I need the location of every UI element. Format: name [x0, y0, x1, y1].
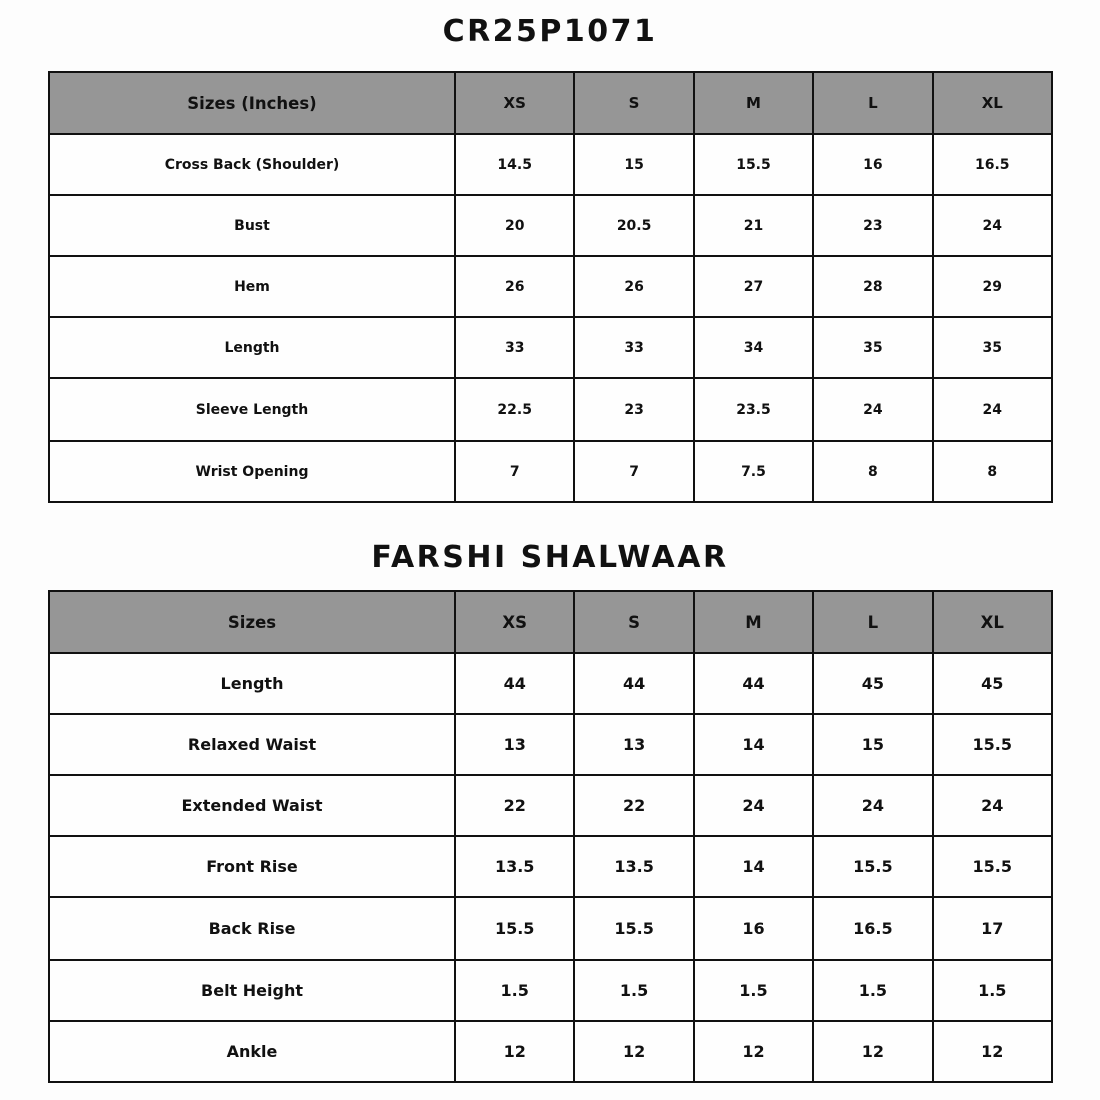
cell-value: 15.5 [694, 134, 813, 195]
cell-value: 23 [813, 195, 932, 256]
cell-value: 24 [933, 195, 1052, 256]
cell-value: 15 [574, 134, 693, 195]
top-size-chart-table [48, 71, 1053, 503]
row-label: Sleeve Length [49, 378, 455, 441]
cell-value: 24 [813, 378, 932, 441]
cell-value: 20.5 [574, 195, 693, 256]
cell-value: 7.5 [694, 441, 813, 502]
row-label: Relaxed Waist [49, 714, 455, 775]
cell-value: 15.5 [933, 714, 1052, 775]
cell-value: 16.5 [933, 134, 1052, 195]
cell-value: 33 [455, 317, 574, 378]
row-label: Hem [49, 256, 455, 317]
cell-value: 20 [455, 195, 574, 256]
table-row [49, 1021, 1052, 1082]
cell-value: 45 [813, 653, 932, 714]
cell-value: 21 [694, 195, 813, 256]
cell-value: 28 [813, 256, 932, 317]
cell-value: 15.5 [933, 836, 1052, 897]
cell-value: 12 [455, 1021, 574, 1082]
cell-value: 13.5 [574, 836, 693, 897]
header-size-xl: XL [933, 591, 1052, 653]
cell-value: 13 [455, 714, 574, 775]
header-size-s: S [574, 591, 693, 653]
cell-value: 12 [813, 1021, 932, 1082]
cell-value: 8 [813, 441, 932, 502]
row-label: Ankle [49, 1021, 455, 1082]
row-label: Length [49, 317, 455, 378]
cell-value: 14 [694, 714, 813, 775]
cell-value: 22 [455, 775, 574, 836]
bottom-section-title: FARSHI SHALWAAR [371, 540, 729, 575]
header-size-xs: XS [455, 72, 574, 134]
cell-value: 26 [574, 256, 693, 317]
top-section-title: CR25P1071 [442, 14, 658, 49]
table-row [49, 256, 1052, 317]
cell-value: 1.5 [813, 960, 932, 1021]
row-label: Wrist Opening [49, 441, 455, 502]
row-label: Bust [49, 195, 455, 256]
header-size-xl: XL [933, 72, 1052, 134]
cell-value: 22 [574, 775, 693, 836]
row-label: Extended Waist [49, 775, 455, 836]
cell-value: 13 [574, 714, 693, 775]
cell-value: 14 [694, 836, 813, 897]
cell-value: 8 [933, 441, 1052, 502]
cell-value: 17 [933, 897, 1052, 960]
cell-value: 1.5 [933, 960, 1052, 1021]
cell-value: 14.5 [455, 134, 574, 195]
cell-value: 7 [574, 441, 693, 502]
cell-value: 45 [933, 653, 1052, 714]
table-row [49, 775, 1052, 836]
table-row [49, 134, 1052, 195]
table-row [49, 441, 1052, 502]
cell-value: 44 [455, 653, 574, 714]
header-label-cell: Sizes (Inches) [49, 72, 455, 134]
table-header-row [49, 72, 1052, 134]
header-size-l: L [813, 591, 932, 653]
row-label: Cross Back (Shoulder) [49, 134, 455, 195]
cell-value: 27 [694, 256, 813, 317]
cell-value: 15.5 [574, 897, 693, 960]
shalwaar-size-chart-table [48, 590, 1053, 1083]
cell-value: 23.5 [694, 378, 813, 441]
row-label: Back Rise [49, 897, 455, 960]
table-row [49, 714, 1052, 775]
row-label: Length [49, 653, 455, 714]
table-row [49, 836, 1052, 897]
header-size-s: S [574, 72, 693, 134]
table-row [49, 195, 1052, 256]
cell-value: 23 [574, 378, 693, 441]
cell-value: 16.5 [813, 897, 932, 960]
cell-value: 16 [813, 134, 932, 195]
table-row [49, 317, 1052, 378]
row-label: Belt Height [49, 960, 455, 1021]
table-row [49, 960, 1052, 1021]
table-header-row [49, 591, 1052, 653]
cell-value: 24 [694, 775, 813, 836]
cell-value: 22.5 [455, 378, 574, 441]
cell-value: 15 [813, 714, 932, 775]
cell-value: 1.5 [455, 960, 574, 1021]
cell-value: 1.5 [694, 960, 813, 1021]
cell-value: 12 [694, 1021, 813, 1082]
cell-value: 44 [574, 653, 693, 714]
header-size-m: M [694, 591, 813, 653]
cell-value: 24 [933, 378, 1052, 441]
cell-value: 15.5 [813, 836, 932, 897]
cell-value: 7 [455, 441, 574, 502]
table-row [49, 653, 1052, 714]
cell-value: 24 [813, 775, 932, 836]
header-size-l: L [813, 72, 932, 134]
cell-value: 35 [813, 317, 932, 378]
header-size-xs: XS [455, 591, 574, 653]
header-label-cell: Sizes [49, 591, 455, 653]
cell-value: 12 [574, 1021, 693, 1082]
cell-value: 44 [694, 653, 813, 714]
cell-value: 24 [933, 775, 1052, 836]
cell-value: 26 [455, 256, 574, 317]
cell-value: 29 [933, 256, 1052, 317]
cell-value: 16 [694, 897, 813, 960]
cell-value: 15.5 [455, 897, 574, 960]
cell-value: 1.5 [574, 960, 693, 1021]
table-row [49, 378, 1052, 441]
cell-value: 33 [574, 317, 693, 378]
header-size-m: M [694, 72, 813, 134]
cell-value: 35 [933, 317, 1052, 378]
table-row [49, 897, 1052, 960]
cell-value: 13.5 [455, 836, 574, 897]
row-label: Front Rise [49, 836, 455, 897]
cell-value: 34 [694, 317, 813, 378]
cell-value: 12 [933, 1021, 1052, 1082]
